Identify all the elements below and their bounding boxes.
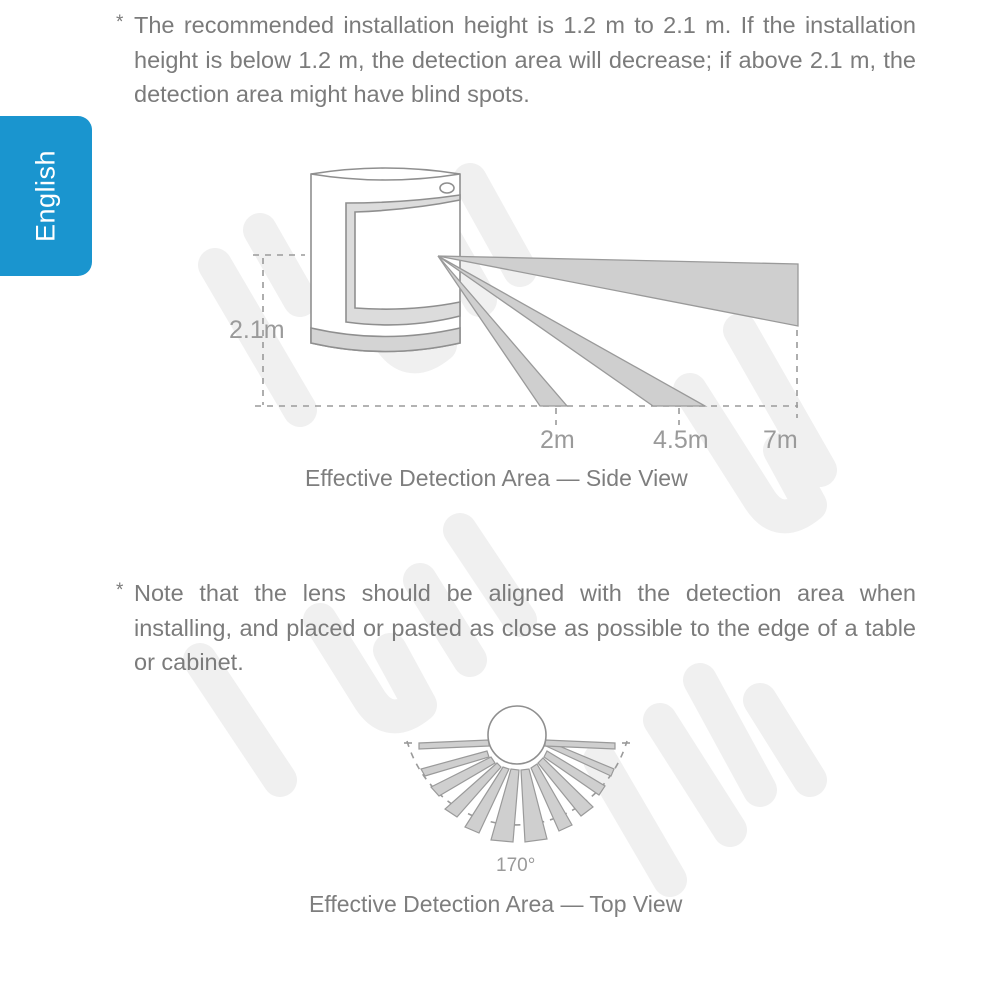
height-label: 2.1m xyxy=(229,316,285,344)
distance-label-7m: 7m xyxy=(763,426,798,454)
distance-label-2m: 2m xyxy=(540,426,575,454)
side-view-caption: Effective Detection Area — Side View xyxy=(305,465,688,491)
distance-label-4-5m: 4.5m xyxy=(653,426,709,454)
top-view-caption: Effective Detection Area — Top View xyxy=(309,891,683,917)
language-tab-label: English xyxy=(30,149,61,243)
angle-label: 170° xyxy=(496,855,536,876)
note-text: Note that the lens should be aligned with the detection area when installing, and placed or pasted as close as possible to the edge of a table or cabinet. xyxy=(134,580,916,675)
sensor-top-icon xyxy=(488,706,546,764)
note-marker: * xyxy=(116,580,124,601)
note-text: The recommended installation height is 1.2 m to 2.1 m. If the installation height is below 1.2 m, the detection area will decrease; if above 2.1 m, the detection area might have blind spots. xyxy=(134,12,916,107)
note-marker: * xyxy=(116,12,124,33)
